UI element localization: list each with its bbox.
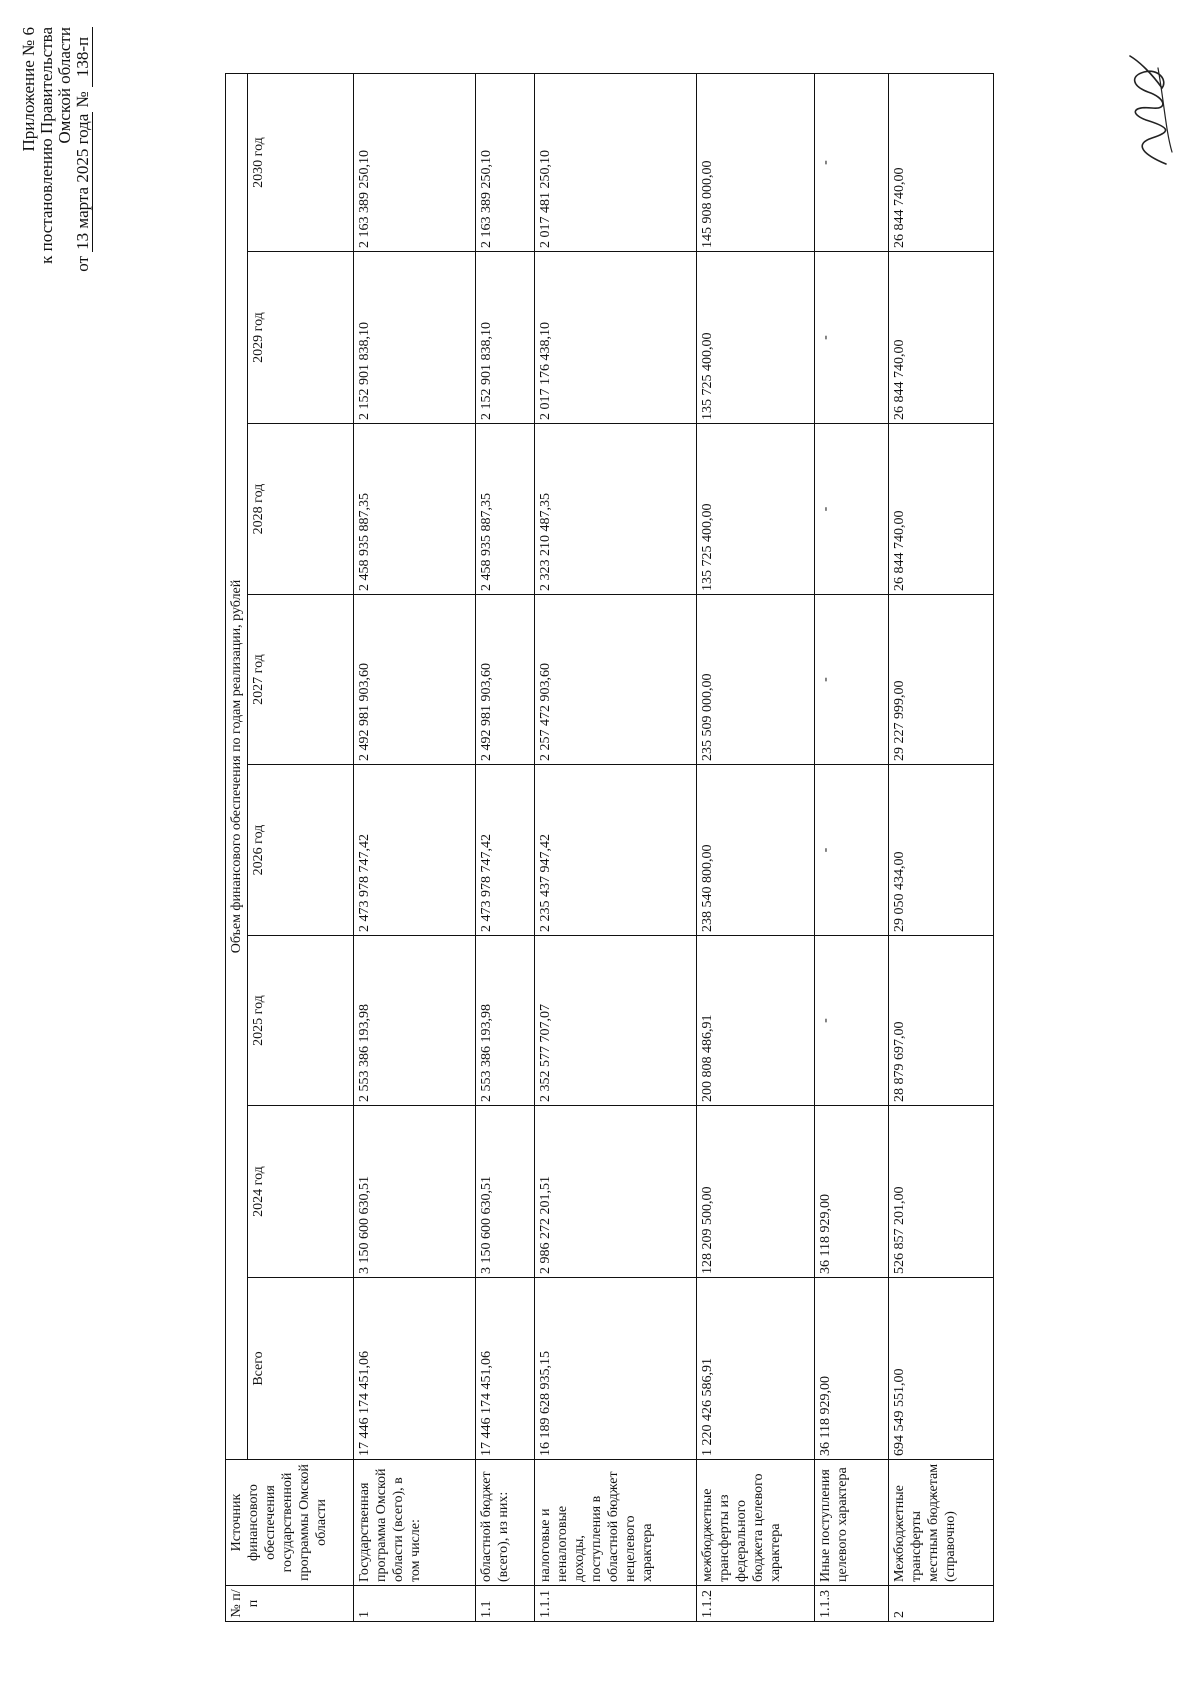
cell-value: 2 553 386 193,98 xyxy=(476,936,535,1106)
header-source: Источник финансового обеспечения государственной программы Омской области xyxy=(226,1460,354,1586)
cell-value: 1 220 426 586,91 xyxy=(697,1278,815,1460)
cell-value: 235 509 000,00 xyxy=(697,595,815,765)
cell-value: 2 323 210 487,35 xyxy=(535,424,697,595)
cell-value: 26 844 740,00 xyxy=(889,252,994,424)
resolution-line: к постановлению Правительства Омской области xyxy=(37,27,74,264)
cell-value: - xyxy=(815,424,889,595)
cell-value: 2 152 901 838,10 xyxy=(476,252,535,424)
header-index: № п/п xyxy=(226,1586,354,1622)
header-year: 2030 год xyxy=(248,74,354,252)
cell-value: 2 352 577 707,07 xyxy=(535,936,697,1106)
cell-value: 2 163 389 250,10 xyxy=(476,74,535,252)
cell-value: 2 152 901 838,10 xyxy=(354,252,476,424)
table-row xyxy=(889,74,994,1622)
cell-value: 2 257 472 903,60 xyxy=(535,595,697,765)
cell-value: 135 725 400,00 xyxy=(697,252,815,424)
cell-value: 2 473 978 747,42 xyxy=(476,765,535,936)
cell-value: 200 808 486,91 xyxy=(697,936,815,1106)
cell-value: 145 908 000,00 xyxy=(697,74,815,252)
cell-value: 3 150 600 630,51 xyxy=(476,1106,535,1278)
cell-value: 36 118 929,00 xyxy=(815,1278,889,1460)
cell-value: - xyxy=(815,74,889,252)
table-row xyxy=(535,74,697,1622)
cell-value: 135 725 400,00 xyxy=(697,424,815,595)
row-source: областной бюджет (всего), из них: xyxy=(476,1460,535,1586)
cell-value: 2 492 981 903,60 xyxy=(476,595,535,765)
header-year: 2026 год xyxy=(248,765,354,936)
cell-value: 16 189 628 935,15 xyxy=(535,1278,697,1460)
cell-value: 17 446 174 451,06 xyxy=(354,1278,476,1460)
cell-value: 128 209 500,00 xyxy=(697,1106,815,1278)
cell-value: - xyxy=(815,936,889,1106)
row-index: 2 xyxy=(889,1586,994,1622)
row-source: Государственная программа Омской области (всего), в том числе: xyxy=(354,1460,476,1586)
number-prefix: № xyxy=(73,91,92,108)
header-year: 2027 год xyxy=(248,595,354,765)
row-index: 1.1 xyxy=(476,1586,535,1622)
cell-value: 2 017 481 250,10 xyxy=(535,74,697,252)
header-year: 2024 год xyxy=(248,1106,354,1278)
cell-value: 2 235 437 947,42 xyxy=(535,765,697,936)
cell-value: 2 473 978 747,42 xyxy=(354,765,476,936)
date-value: 13 марта 2025 года xyxy=(73,113,92,250)
cell-value: 36 118 929,00 xyxy=(815,1106,889,1278)
row-source: Иные поступления целевого характера xyxy=(815,1460,889,1586)
date-number-line xyxy=(74,27,93,297)
appendix-header xyxy=(20,27,93,297)
row-index: 1.1.1 xyxy=(535,1586,697,1622)
cell-value: 2 986 272 201,51 xyxy=(535,1106,697,1278)
signature-mark xyxy=(1122,52,1182,172)
table-row xyxy=(354,74,476,1622)
row-index: 1 xyxy=(354,1586,476,1622)
cell-value: 29 227 999,00 xyxy=(889,595,994,765)
cell-value: 3 150 600 630,51 xyxy=(354,1106,476,1278)
header-year: 2025 год xyxy=(248,936,354,1106)
cell-value: 17 446 174 451,06 xyxy=(476,1278,535,1460)
cell-value: 28 879 697,00 xyxy=(889,936,994,1106)
cell-value: 526 857 201,00 xyxy=(889,1106,994,1278)
date-prefix: от xyxy=(73,255,92,272)
cell-value: 694 549 551,00 xyxy=(889,1278,994,1460)
cell-value: 26 844 740,00 xyxy=(889,424,994,595)
cell-value: - xyxy=(815,252,889,424)
number-value: 138-п xyxy=(74,27,93,87)
row-index: 1.1.3 xyxy=(815,1586,889,1622)
row-index: 1.1.2 xyxy=(697,1586,815,1622)
cell-value: 2 458 935 887,35 xyxy=(354,424,476,595)
row-source: межбюджетные трансферты из федерального бюджета целевого характера xyxy=(697,1460,815,1586)
row-source: Межбюджетные трансферты местным бюджетам (справочно) xyxy=(889,1460,994,1586)
cell-value: - xyxy=(815,595,889,765)
header-year: Всего xyxy=(248,1278,354,1460)
year-header-row xyxy=(248,74,354,1622)
cell-value: 26 844 740,00 xyxy=(889,74,994,252)
header-year: 2028 год xyxy=(248,424,354,595)
header-group-volume: Объем финансового обеспечения по годам реализации, рублей xyxy=(226,74,248,1460)
cell-value: 2 553 386 193,98 xyxy=(354,936,476,1106)
cell-value: 2 492 981 903,60 xyxy=(354,595,476,765)
cell-value: 2 163 389 250,10 xyxy=(354,74,476,252)
cell-value: 2 017 176 438,10 xyxy=(535,252,697,424)
cell-value: - xyxy=(815,765,889,936)
table-row xyxy=(815,74,889,1622)
appendix-title: Приложение № 6 xyxy=(19,27,38,152)
table-row xyxy=(697,74,815,1622)
cell-value: 29 050 434,00 xyxy=(889,765,994,936)
cell-value: 2 458 935 887,35 xyxy=(476,424,535,595)
row-source: налоговые и неналоговые доходы, поступления в областной бюджет нецелевого характера xyxy=(535,1460,697,1586)
financing-table xyxy=(225,73,994,1622)
table-row xyxy=(476,74,535,1622)
header-year: 2029 год xyxy=(248,252,354,424)
cell-value: 238 540 800,00 xyxy=(697,765,815,936)
